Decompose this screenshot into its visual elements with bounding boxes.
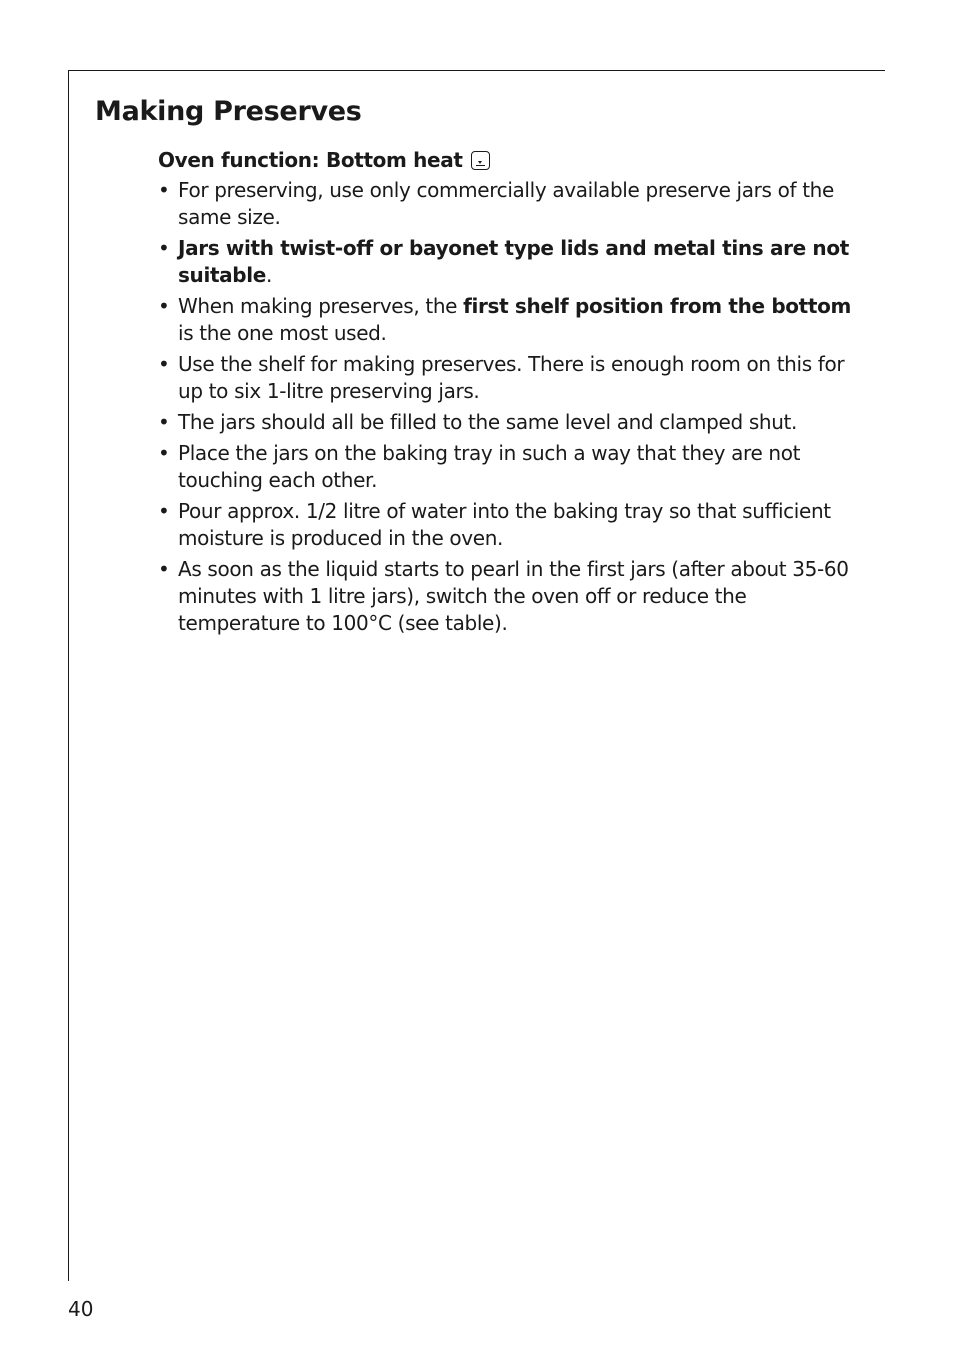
list-item bbox=[158, 177, 858, 231]
bullet-icon: • bbox=[158, 178, 170, 202]
list-item-text: For preserving, use only commercially available preserve jars of the same size. bbox=[178, 178, 834, 229]
list-item-emphasis: Jars with twist-off or bayonet type lids and metal tins are not suitable bbox=[178, 236, 849, 287]
bullet-icon: • bbox=[158, 294, 170, 318]
bullet-icon: • bbox=[158, 410, 170, 434]
bullet-icon: • bbox=[158, 557, 170, 581]
oven-function-heading-text: Oven function: Bottom heat bbox=[158, 148, 463, 172]
page-title: Making Preserves bbox=[95, 96, 362, 127]
list-item-text: As soon as the liquid starts to pearl in the first jars (after about 35-60 minutes with 1 litre jars), switch the oven off or reduce the temperature to 100°C (see table). bbox=[178, 557, 849, 635]
bullet-icon: • bbox=[158, 441, 170, 465]
page-number: 40 bbox=[68, 1297, 94, 1321]
list-item bbox=[158, 351, 858, 405]
list-item bbox=[158, 235, 858, 289]
list-item bbox=[158, 556, 858, 637]
list-item-text: Place the jars on the baking tray in such a way that they are not touching each other. bbox=[178, 441, 801, 492]
bullet-icon: • bbox=[158, 499, 170, 523]
left-margin-rule bbox=[68, 70, 69, 1281]
instruction-list bbox=[158, 177, 858, 637]
list-item bbox=[158, 409, 858, 436]
section-content bbox=[158, 146, 858, 641]
bullet-icon: • bbox=[158, 352, 170, 376]
list-item-text-before: When making preserves, the bbox=[178, 294, 464, 318]
list-item-text: Pour approx. 1/2 litre of water into the baking tray so that sufficient moisture is produced in the oven. bbox=[178, 499, 831, 550]
oven-function-heading bbox=[158, 146, 858, 175]
bullet-icon: • bbox=[158, 236, 170, 260]
list-item-text: Use the shelf for making preserves. There is enough room on this for up to six 1-litre preserving jars. bbox=[178, 352, 845, 403]
list-item bbox=[158, 293, 858, 347]
list-item-emphasis: first shelf position from the bottom bbox=[463, 294, 851, 318]
list-item-text-after: is the one most used. bbox=[178, 321, 387, 345]
list-item bbox=[158, 498, 858, 552]
list-item bbox=[158, 440, 858, 494]
top-rule bbox=[68, 70, 885, 71]
list-item-text-after: . bbox=[266, 263, 273, 287]
list-item-text: The jars should all be filled to the same level and clamped shut. bbox=[178, 410, 798, 434]
bottom-heat-icon bbox=[471, 151, 490, 170]
